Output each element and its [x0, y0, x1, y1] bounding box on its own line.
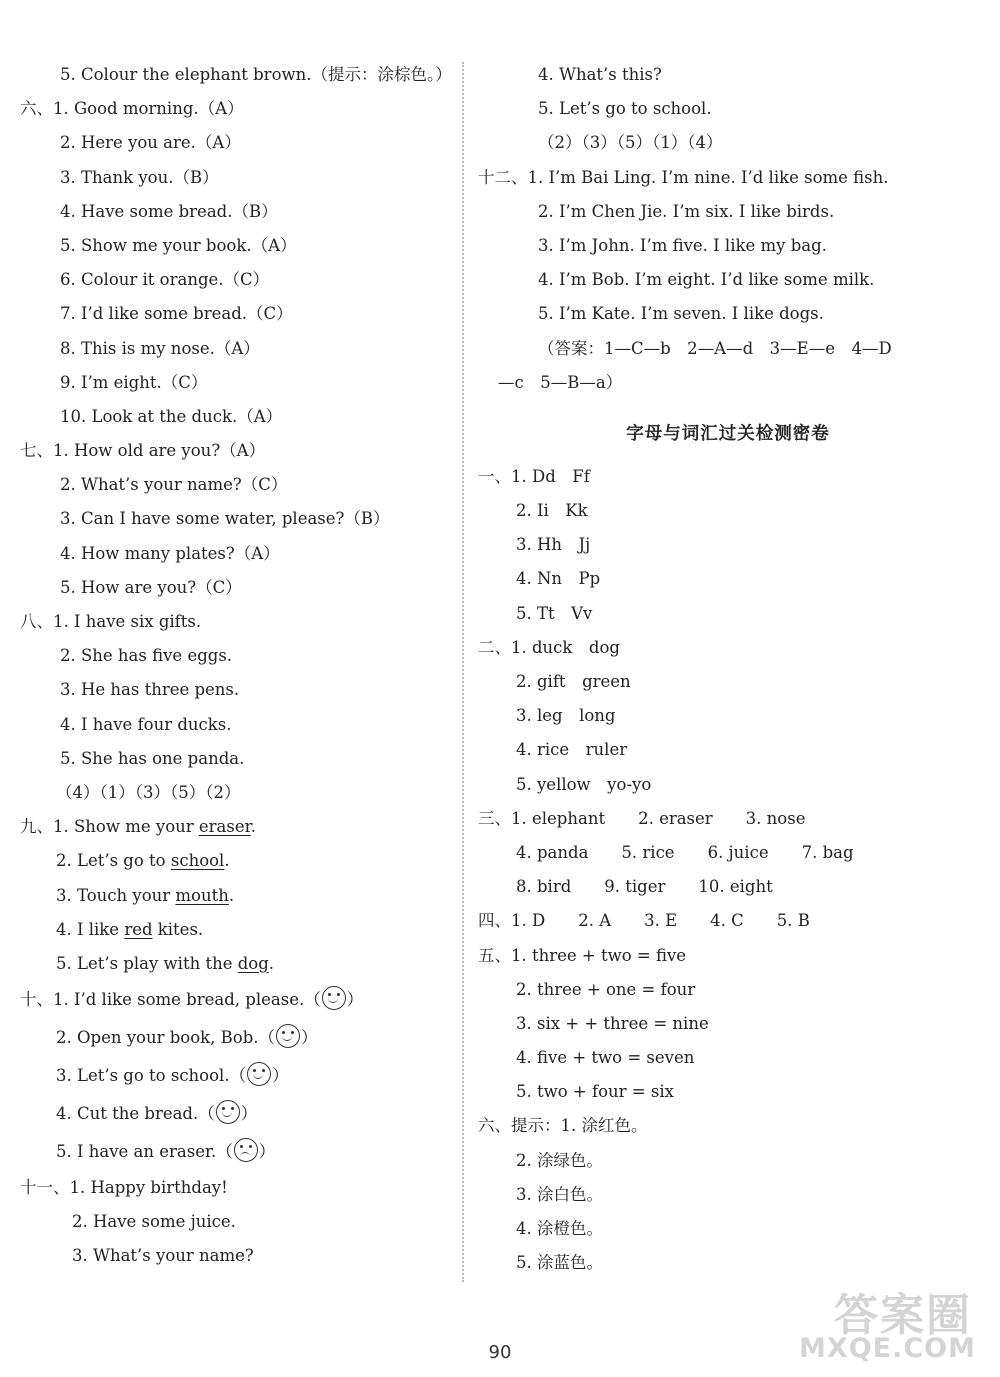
section-5-item-1: 五、1. three + two = five [478, 945, 687, 965]
section-7-item-1: 七、1. How old are you?（A） [20, 441, 266, 461]
answer-line [20, 1019, 460, 1057]
answer-line: 3. Can I have some water, please?（B） [60, 509, 390, 529]
section-11-item-1: 十一、1. Happy birthday! [20, 1178, 228, 1198]
answer-line: 2. I’m Chen Jie. I’m six. I like birds. [538, 201, 835, 221]
answer-text: 3. Touch your [56, 885, 176, 905]
section-1-item-1: 一、1. Dd Ff [478, 466, 590, 486]
answer-line: 2. Ii Kk [516, 501, 588, 521]
answer-line: 5. How are you?（C） [60, 577, 242, 597]
answer-line: 8. bird 9. tiger 10. eight [516, 877, 773, 897]
answer-text: ） [272, 1066, 289, 1086]
answer-text: ） [301, 1028, 318, 1048]
section-heading: 字母与词汇过关检测密卷 [626, 423, 830, 444]
answer-line: 5. Tt Vv [516, 603, 593, 623]
sad-face-icon [234, 1138, 258, 1162]
answer-line: 5. two + four = six [516, 1082, 674, 1102]
answer-order: （4）（1）（3）（5）（2） [56, 782, 241, 802]
answer-line: 2. What’s your name?（C） [60, 475, 288, 495]
watermark-logo [782, 1279, 982, 1369]
answer-line: 3. What’s your name? [72, 1246, 254, 1266]
watermark-text: 答案圈 [834, 1290, 972, 1341]
answer-text: 4. I like [56, 919, 125, 939]
answer-text: ） [240, 1104, 258, 1124]
answer-line [20, 844, 460, 878]
answer-line [20, 913, 460, 947]
answer-line: 4. five + two = seven [516, 1048, 695, 1068]
answer-line: 5. Let’s go to school. [538, 99, 712, 119]
answer-line: 2. Have some juice. [72, 1212, 236, 1232]
answer-line: 3. He has three pens. [60, 680, 240, 700]
answer-line: 4. Have some bread.（B） [60, 201, 278, 221]
underlined-word: school [170, 851, 225, 871]
answer-line [20, 1133, 460, 1171]
answer-line: 3. leg long [516, 706, 616, 726]
answer-line: 2. three + one = four [516, 979, 696, 999]
section-6-hint: 六、提示：1. 涂红色。 [478, 1116, 648, 1136]
answer-line: 5. I’m Kate. I’m seven. I like dogs. [538, 304, 824, 324]
underlined-word: eraser [198, 817, 251, 837]
answer-line [20, 947, 460, 981]
answer-line: 6. Colour it orange.（C） [60, 270, 270, 290]
answer-text: . [228, 885, 235, 905]
section-10-item-1 [20, 981, 460, 1019]
smiley-face-icon [276, 1024, 300, 1048]
watermark-url: MXQE.COM [799, 1333, 976, 1364]
answer-key: —c 5—B—a） [498, 372, 623, 392]
answer-key: （答案：1—C—b 2—A—d 3—E—e 4—D [538, 338, 892, 358]
answer-text: 5. I have an eraser.（ [56, 1142, 233, 1162]
answer-text: 2. Let’s go to [56, 851, 171, 871]
answer-text: 4. Cut the bread.（ [56, 1104, 215, 1124]
answer-text: 十、1. I’d like some bread, please.（ [20, 990, 321, 1010]
answer-line: 4. I have four ducks. [60, 714, 232, 734]
column-divider [462, 62, 464, 1282]
answer-text: . [268, 953, 275, 973]
answer-line [20, 1057, 460, 1095]
answer-line: 5. She has one panda. [60, 748, 245, 768]
answer-text: kites. [152, 919, 204, 939]
answer-line: 5. 涂蓝色。 [516, 1253, 603, 1273]
answer-text: ） [346, 990, 364, 1010]
answer-line: 2. 涂绿色。 [516, 1150, 603, 1170]
underlined-word: red [124, 919, 153, 939]
answer-line: 9. I’m eight.（C） [60, 372, 208, 392]
answer-line [20, 879, 460, 913]
answer-line: 4. I’m Bob. I’m eight. I’d like some milk. [538, 270, 875, 290]
section-2-item-1: 二、1. duck dog [478, 637, 620, 657]
answer-line: 3. I’m John. I’m five. I like my bag. [538, 235, 827, 255]
right-column [478, 58, 978, 1280]
answer-line: 5. Show me your book.（A） [60, 235, 297, 255]
answer-line: 4. 涂橙色。 [516, 1219, 603, 1238]
answer-line: 3. 涂白色。 [516, 1184, 603, 1204]
answer-text: . [250, 817, 256, 837]
section-4-answers: 四、1. D 2. A 3. E 4. C 5. B [478, 911, 810, 931]
answer-text: ） [258, 1142, 276, 1162]
answer-line: 3. Hh Jj [516, 535, 591, 555]
section-9-item-1 [20, 810, 460, 844]
answer-line: 10. Look at the duck.（A） [60, 406, 283, 426]
answer-line [20, 1095, 460, 1133]
answer-line: 3. Thank you.（B） [60, 167, 219, 187]
section-8-item-1: 八、1. I have six gifts. [20, 612, 202, 631]
section-3-item-1: 三、1. elephant 2. eraser 3. nose [478, 808, 806, 828]
answer-text: 5. Let’s play with the [56, 953, 238, 973]
answer-line: 2. Here you are.（A） [60, 133, 241, 153]
answer-line: 4. rice ruler [516, 740, 628, 760]
answer-line: 2. She has five eggs. [60, 646, 233, 666]
answer-text: 2. Open your book, Bob.（ [56, 1028, 276, 1048]
answer-text: 3. Let’s go to school.（ [56, 1066, 247, 1086]
section-6-item-1: 六、1. Good morning.（A） [20, 99, 244, 119]
answer-line: 4. panda 5. rice 6. juice 7. bag [516, 842, 854, 862]
answer-line: 8. This is my nose.（A） [60, 338, 260, 358]
section-12-item-1: 十二、1. I’m Bai Ling. I’m nine. I’d like some fish. [478, 167, 889, 187]
answer-text: 九、1. Show me your [20, 817, 199, 837]
answer-line: 5. yellow yo-yo [516, 774, 652, 794]
answer-line: 3. six + + three = nine [516, 1013, 709, 1033]
answer-line: 4. What’s this? [538, 65, 662, 84]
answer-text: . [224, 851, 230, 871]
answer-line: 4. How many plates?（A） [60, 543, 280, 563]
page-number: 90 [488, 1342, 512, 1363]
smiley-face-icon [216, 1100, 240, 1124]
answer-line: 2. gift green [516, 672, 631, 691]
smiley-face-icon [322, 986, 346, 1010]
answer-line: 7. I’d like some bread.（C） [60, 304, 293, 324]
smiley-face-icon [247, 1062, 271, 1086]
answer-line: 5. Colour the elephant brown.（提示：涂棕色。） [60, 65, 452, 84]
answer-order: （2）（3）（5）（1）（4） [538, 133, 723, 153]
underlined-word: mouth [175, 885, 229, 905]
underlined-word: dog [237, 953, 269, 973]
left-column [20, 58, 460, 1274]
answer-line: 4. Nn Pp [516, 569, 601, 589]
